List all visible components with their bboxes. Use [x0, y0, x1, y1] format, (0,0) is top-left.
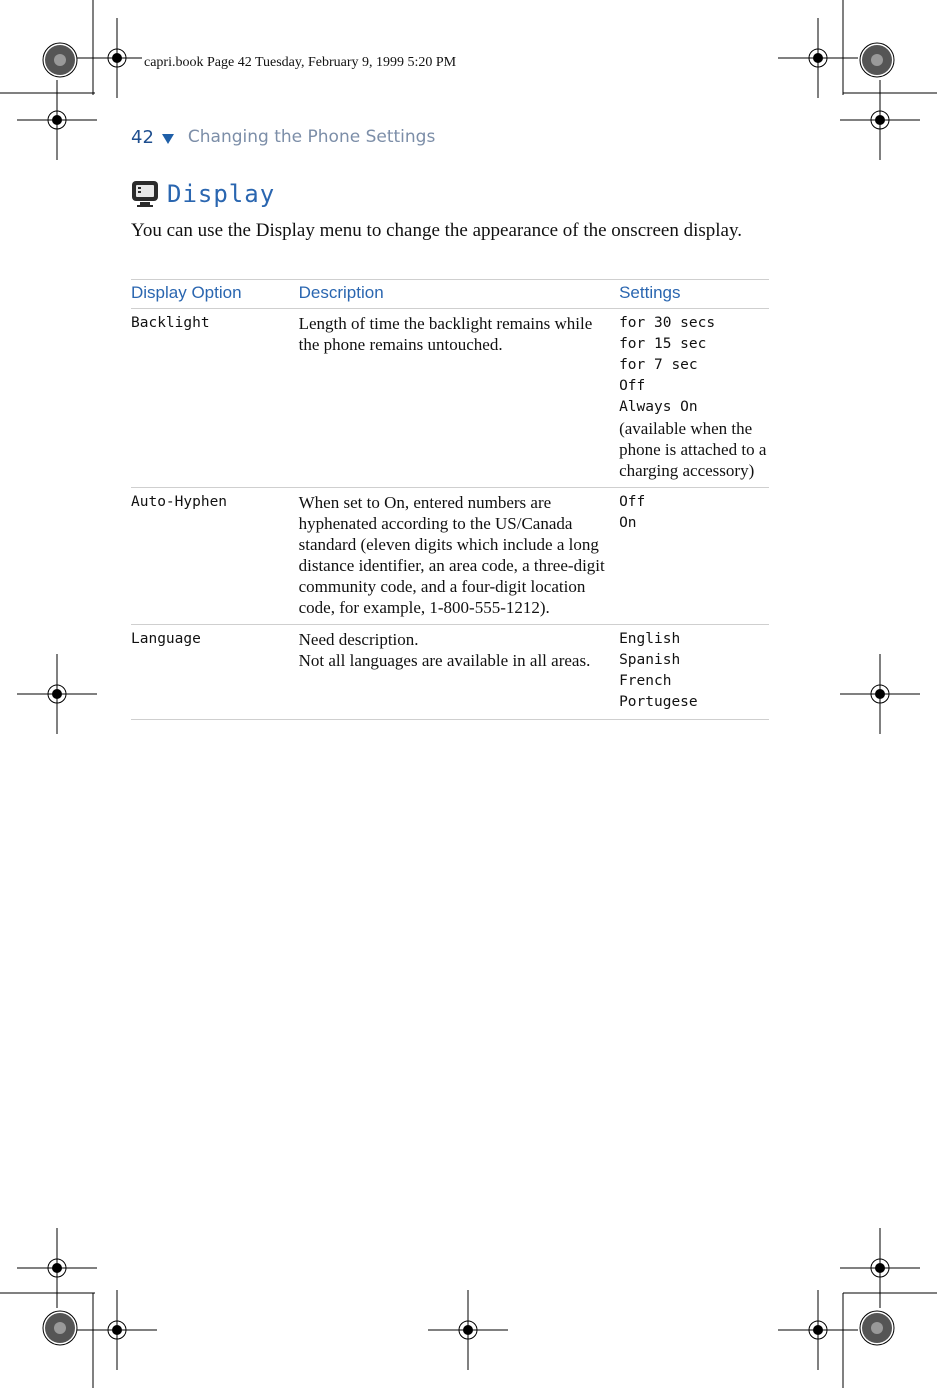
section-title: Display [167, 180, 276, 208]
star-target-icon [43, 1311, 77, 1345]
setting-value: French [619, 673, 672, 689]
setting-value: Spanish [619, 652, 681, 668]
table-row [131, 488, 769, 625]
crosshair-icon [778, 1290, 858, 1370]
option-settings [619, 625, 769, 720]
setting-value: Always On [619, 399, 698, 415]
chapter-title: Changing the Phone Settings [187, 127, 436, 147]
setting-value: Portugese [619, 694, 698, 710]
option-description: Length of time the backlight remains while the phone remains untouched. [299, 309, 619, 488]
option-name: Language [131, 625, 299, 720]
crosshair-icon [840, 654, 920, 734]
star-target-icon [43, 43, 77, 77]
monitor-icon [131, 180, 159, 208]
star-target-icon [860, 1311, 894, 1345]
option-settings [619, 309, 769, 488]
table-header-row [131, 280, 769, 309]
triangle-down-icon [162, 134, 174, 144]
crosshair-icon [17, 80, 97, 160]
setting-value: Off [619, 378, 646, 394]
section-heading [131, 180, 275, 208]
column-header: Settings [619, 280, 769, 309]
setting-value: English [619, 631, 681, 647]
option-name: Auto-Hyphen [131, 488, 299, 625]
option-settings [619, 488, 769, 625]
option-description [299, 625, 619, 720]
settings-table [131, 279, 769, 720]
print-slug: capri.book Page 42 Tuesday, February 9, 1999 5:20 PM [144, 55, 457, 70]
option-name: Backlight [131, 309, 299, 488]
setting-value: Off [619, 494, 646, 510]
setting-value: for 15 sec [619, 336, 707, 352]
setting-note: (available when the phone is attached to a charging accessory) [619, 419, 767, 480]
crosshair-icon [840, 80, 920, 160]
description-line: Not all languages are available in all areas. [298, 651, 591, 670]
table-row [131, 625, 769, 720]
table-row [131, 309, 769, 488]
crosshair-icon [17, 1228, 97, 1308]
page-number: 42 [131, 126, 154, 148]
column-header: Description [299, 280, 619, 309]
column-header: Display Option [131, 280, 299, 309]
option-description: When set to On, entered numbers are hyphenated according to the US/Canada standard (eleven digits which include a long distance identifier, an area code, a three-digit community code, and a four-digit location code, for example, 1-800-555-1212). [299, 488, 619, 625]
crosshair-icon [17, 654, 97, 734]
intro-paragraph: You can use the Display menu to change the appearance of the onscreen display. [131, 220, 742, 241]
description-line: Need description. [298, 630, 419, 649]
crosshair-icon [840, 1228, 920, 1308]
setting-value: for 30 secs [619, 315, 716, 331]
setting-value: On [619, 515, 637, 531]
crosshair-icon [77, 1290, 157, 1370]
setting-value: for 7 sec [619, 357, 698, 373]
crosshair-icon [428, 1290, 508, 1370]
crosshair-icon [778, 18, 858, 98]
running-header [131, 124, 435, 150]
star-target-icon [860, 43, 894, 77]
